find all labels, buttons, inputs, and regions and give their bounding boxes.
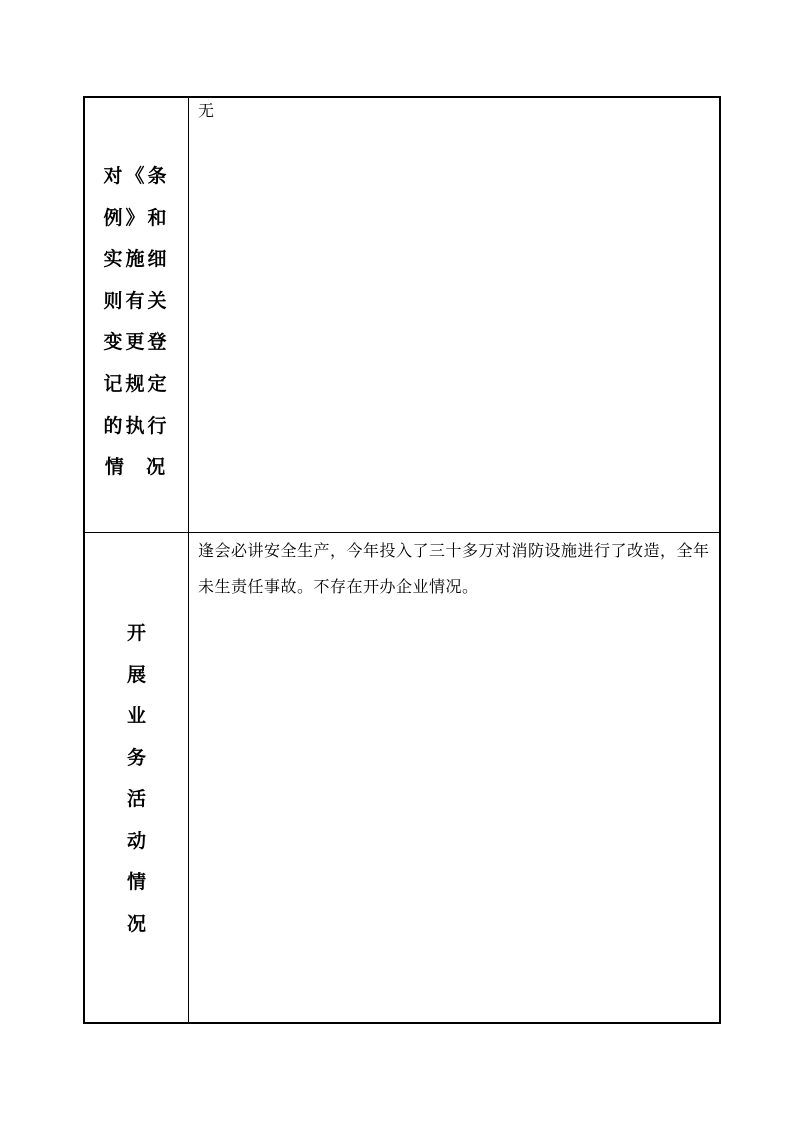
table-row-business-activities	[85, 533, 719, 1022]
label-char: 开	[126, 622, 146, 644]
business-activities-text: 逢会必讲安全生产，今年投入了三十多万对消防设施进行了改造，全年未生责任事故。不存在开办企业情况。	[198, 541, 710, 596]
label-char: 活	[126, 788, 146, 810]
label-line: 则有关	[103, 289, 170, 312]
label-char: 情	[126, 871, 146, 893]
label-char: 动	[126, 829, 146, 852]
label-line: 变更登	[103, 331, 170, 354]
label-char: 业	[126, 705, 146, 727]
row-content-cell	[189, 98, 719, 532]
table-row-registration-compliance	[85, 98, 719, 533]
label-line: 的执行	[103, 414, 170, 437]
registration-compliance-text: 无	[198, 101, 215, 120]
row-label-business-activities	[85, 613, 188, 945]
row-label-registration-compliance	[85, 156, 188, 489]
label-char: 况	[126, 912, 146, 935]
label-line: 情 况	[104, 456, 169, 479]
label-char: 展	[126, 663, 146, 686]
label-line: 对《条	[103, 165, 170, 187]
label-line: 记规定	[103, 372, 170, 395]
label-char: 务	[126, 746, 146, 769]
row-label-cell	[85, 533, 189, 1022]
report-form-table	[83, 96, 721, 1024]
label-line: 实施细	[103, 248, 170, 271]
row-content-cell	[189, 533, 719, 1022]
label-line: 例》和	[103, 206, 170, 229]
row-label-cell	[85, 98, 189, 532]
